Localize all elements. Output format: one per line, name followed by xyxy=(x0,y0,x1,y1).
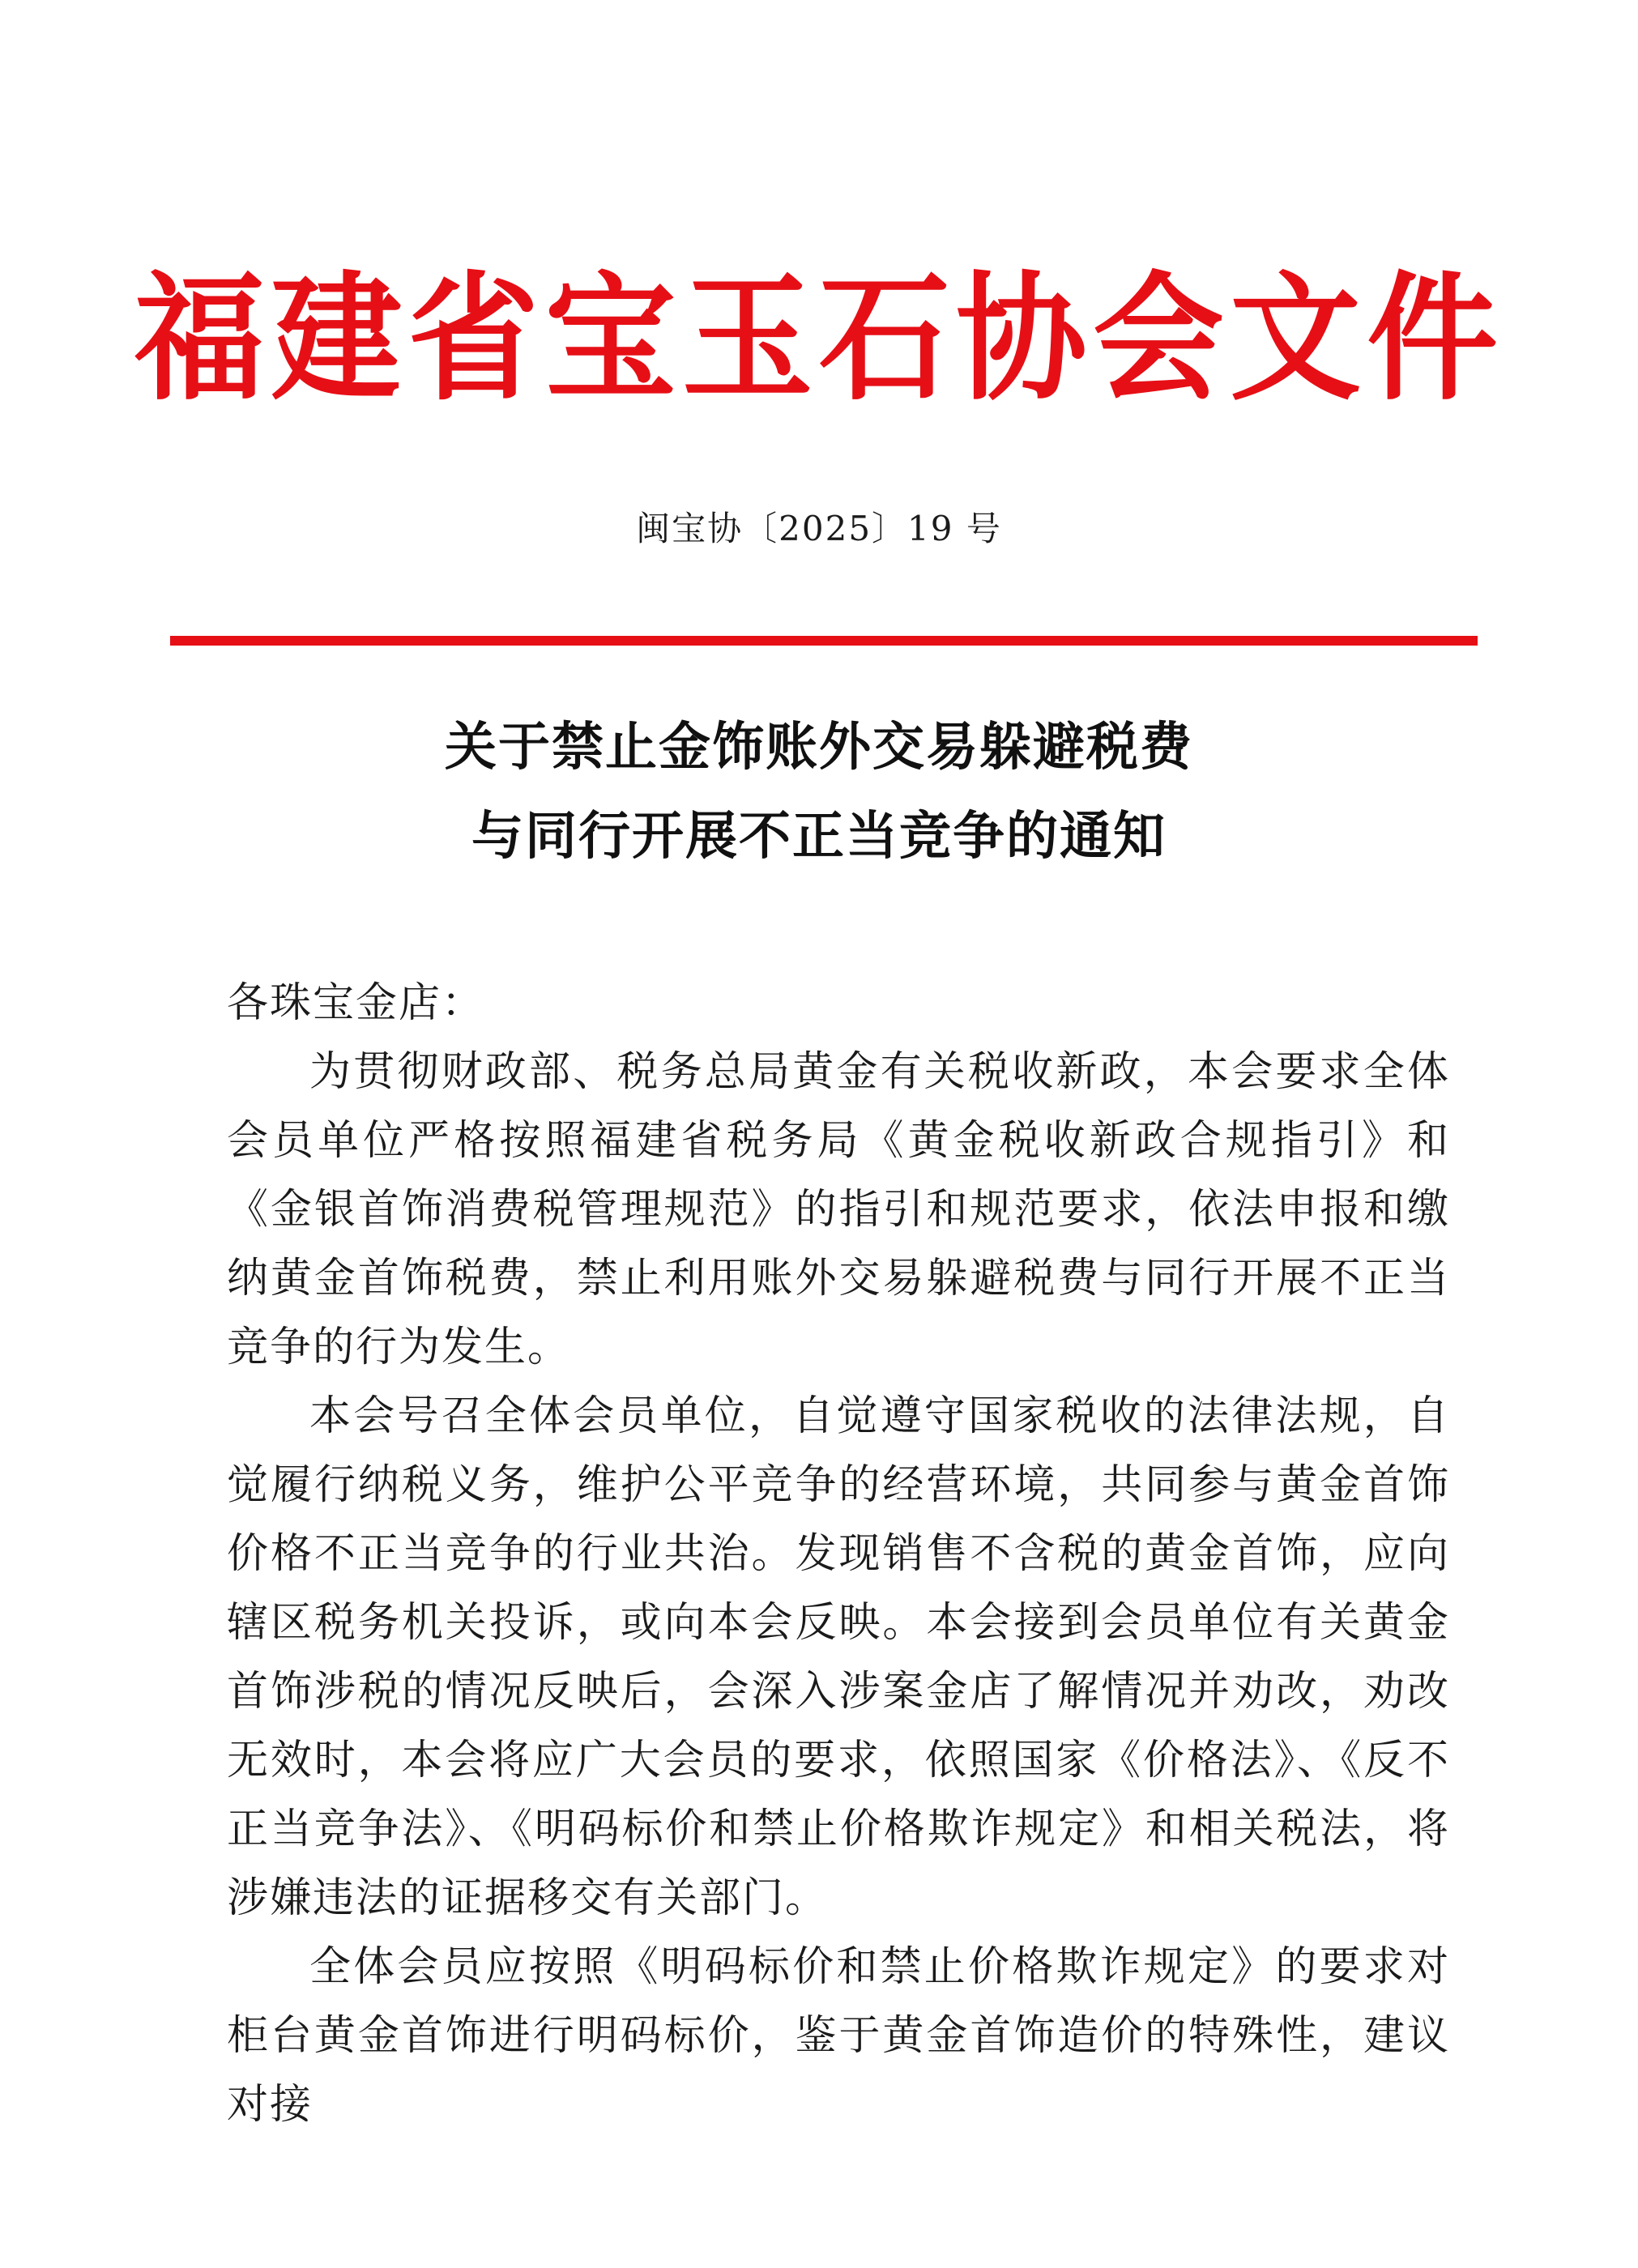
notice-title xyxy=(0,703,1638,881)
paragraph-2: 本会号召全体会员单位，自觉遵守国家税收的法律法规，自觉履行纳税义务，维护公平竞争的经营环境，共同参与黄金首饰价格不正当竞争的行业共治。发现销售不含税的黄金首饰，应向辖区税务机关投诉，或向本会反映。本会接到会员单位有关黄金首饰涉税的情况反映后，会深入涉案金店了解情况并劝改，劝改无效时，本会将应广大会员的要求，依照国家《价格法》、《反不正当竞争法》、《明码标价和禁止价格欺诈规定》和相关税法，将涉嫌违法的证据移交有关部门。 xyxy=(227,1392,1450,1922)
notice-title-line-2: 与同行开展不正当竞争的通知 xyxy=(471,807,1167,867)
paragraph-3: 全体会员应按照《明码标价和禁止价格欺诈规定》的要求对柜台黄金首饰进行明码标价，鉴于黄金首饰造价的特殊性，建议对接 xyxy=(227,1943,1450,2129)
paragraph-1: 为贯彻财政部、税务总局黄金有关税收新政，本会要求全体会员单位严格按照福建省税务局《黄金税收新政合规指引》和《金银首饰消费税管理规范》的指引和规范要求，依法申报和缴纳黄金首饰税费，禁止利用账外交易躲避税费与同行开展不正当竞争的行为发生。 xyxy=(227,1048,1450,1371)
document-body xyxy=(227,969,1450,2139)
document-number: 闽宝协〔2025〕19 号 xyxy=(636,509,1002,548)
salutation: 各珠宝金店： xyxy=(227,979,485,1027)
red-divider-line xyxy=(170,636,1478,646)
masthead-title: 福建省宝玉石协会文件 xyxy=(134,258,1504,420)
notice-title-line-1: 关于禁止金饰账外交易躲避税费 xyxy=(445,718,1193,778)
